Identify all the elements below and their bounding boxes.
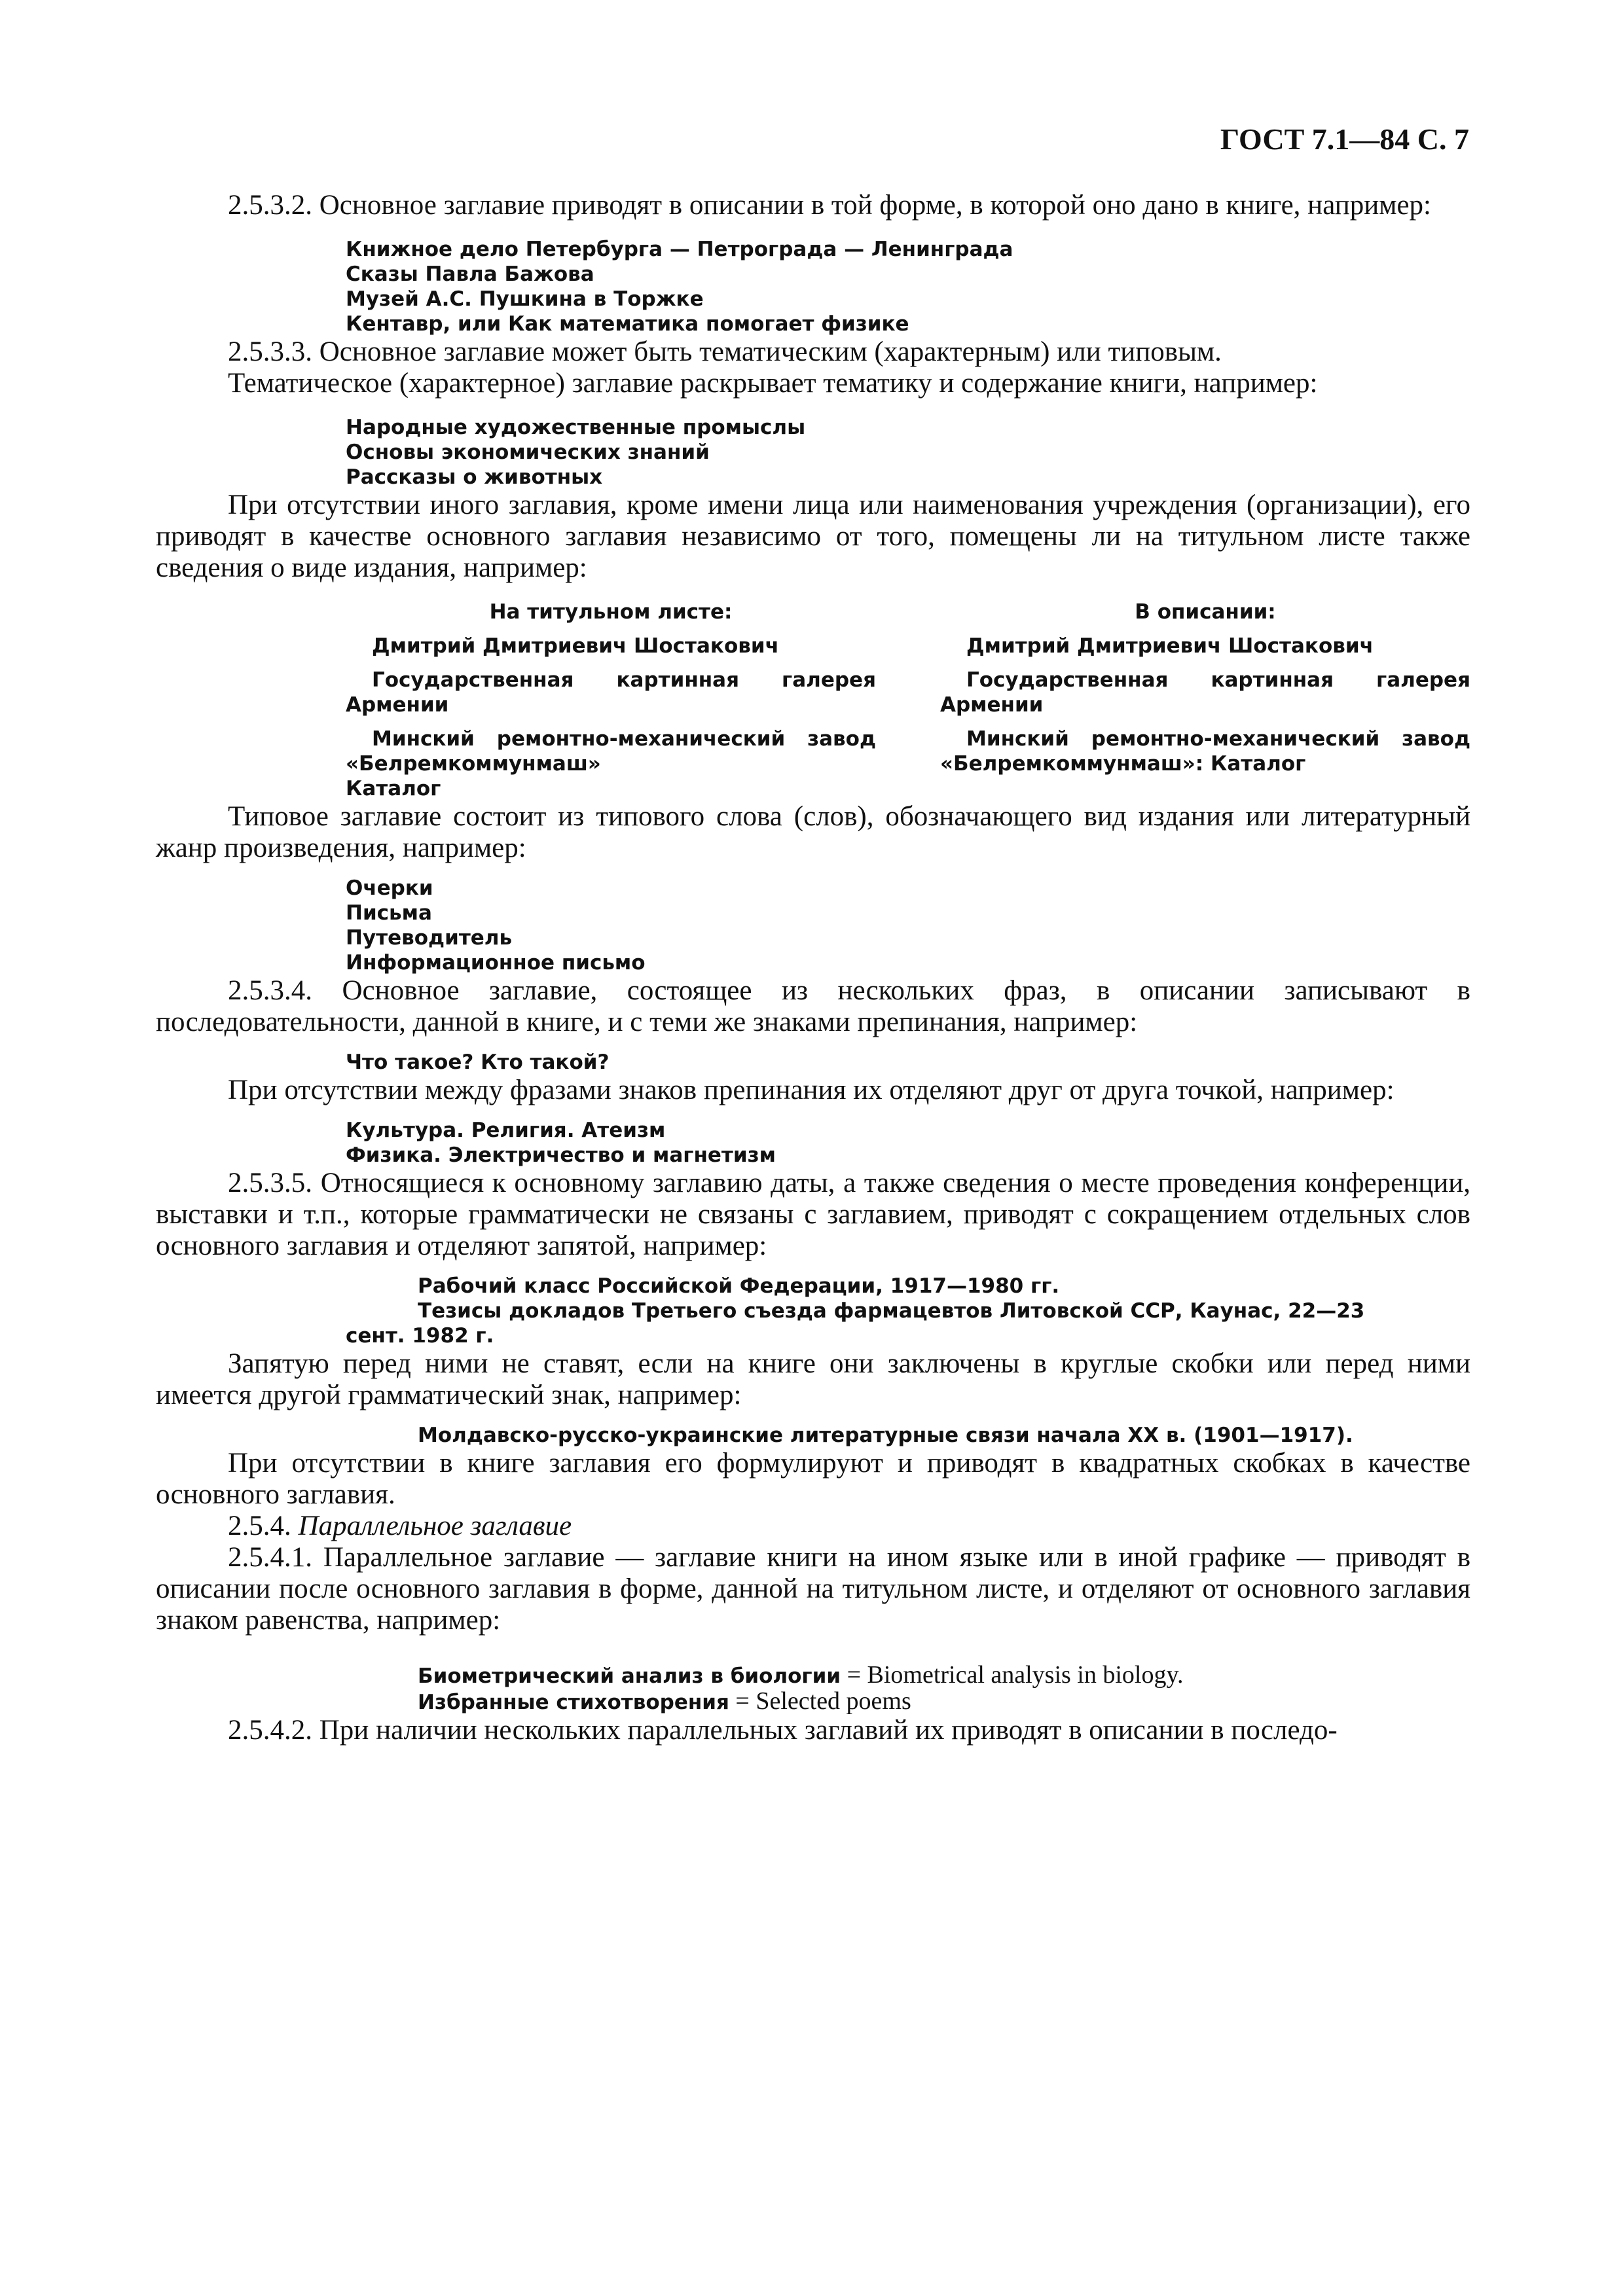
example-item: Культура. Религия. Атеизм — [346, 1119, 666, 1142]
equals-separator: = — [729, 1687, 756, 1715]
example-item: Письма — [346, 901, 432, 925]
example-list-8 — [418, 1662, 1470, 1715]
column-header: В описании: — [1135, 600, 1276, 624]
page-content — [156, 190, 1470, 1746]
example-list-4 — [346, 1050, 1470, 1075]
paragraph-2-5-3-3: 2.5.3.3. Основное заглавие может быть тематическим (характерным) или типовым. — [228, 336, 1222, 367]
example-list-3 — [346, 876, 1470, 975]
example-item: Кентавр, или Как математика помогает физике — [346, 312, 909, 336]
paragraph-no-title: При отсутствии в книге заглавия его формулируют и приводят в квадратных скобках в качестве основного заглавия. — [156, 1448, 1470, 1510]
example-item: Основы экономических знаний — [346, 440, 710, 464]
example-item: Тезисы докладов Третьего съезда фармацевтов Литовской ССР, Каунас, 22—23 — [418, 1299, 1365, 1323]
example-item: Информационное письмо — [346, 951, 646, 975]
example-item: Народные художественные промыслы — [346, 416, 806, 439]
paragraph-2-5-4-2: 2.5.4.2. При наличии нескольких параллельных заглавий их приводят в описании в последо- — [228, 1715, 1338, 1746]
paragraph-2-5-3-5: 2.5.3.5. Относящиеся к основному заглавию даты, а также сведения о месте проведения конференции, выставки и т.п., которые грамматически не связаны с заглавием, приводят с сокращением отдельных слов основного заглавия и отделяют запятой, например: — [156, 1168, 1470, 1261]
table-cell: Государственная картинная галерея Армении — [346, 668, 876, 717]
example-list-6 — [156, 1274, 1470, 1348]
russian-title: Биометрический анализ в биологии — [418, 1664, 841, 1688]
example-list-7 — [418, 1423, 1470, 1448]
table-cell: Дмитрий Дмитриевич Шостакович — [966, 634, 1374, 658]
example-item: Сказы Павла Бажова — [346, 262, 594, 286]
example-item: Рабочий класс Российской Федерации, 1917—1980 гг. — [418, 1274, 1060, 1298]
example-item-continuation: сент. 1982 г. — [346, 1324, 494, 1348]
column-header: На титульном листе: — [489, 600, 733, 624]
example-list-5 — [346, 1118, 1470, 1168]
example-list-1 — [346, 237, 1470, 336]
paragraph-absence-of-title: При отсутствии иного заглавия, кроме имени лица или наименования учреждения (организации), его приводят в качестве основного заглавия независимо от того, помещены ли на титульном листе также сведения о виде издания, например: — [156, 490, 1470, 583]
table-cell: Государственная картинная галерея Армении — [940, 668, 1470, 717]
section-title: Параллельное заглавие — [298, 1511, 572, 1541]
example-item: Что такое? Кто такой? — [346, 1050, 610, 1074]
example-item: Физика. Электричество и магнетизм — [346, 1143, 776, 1167]
section-number: 2.5.4. — [228, 1511, 291, 1541]
example-list-2 — [346, 415, 1470, 490]
paragraph-2-5-3-2: 2.5.3.2. Основное заглавие приводят в описании в той форме, в которой оно дано в книге, например: — [228, 190, 1431, 221]
example-item: Книжное дело Петербурга — Петрограда — Ленинграда — [346, 238, 1013, 261]
column-description — [940, 600, 1470, 801]
table-cell: Минский ремонтно-механический завод «Белремкоммунмаш»: Каталог — [940, 727, 1470, 776]
table-cell: Дмитрий Дмитриевич Шостакович — [372, 634, 779, 658]
section-heading-2-5-4 — [156, 1511, 1470, 1542]
example-item: Молдавско-русско-украинские литературные связи начала XX в. (1901—1917). — [418, 1424, 1353, 1447]
russian-title: Избранные стихотворения — [418, 1691, 729, 1714]
paragraph-thematic-title: Тематическое (характерное) заглавие раскрывает тематику и содержание книги, например: — [228, 368, 1318, 399]
paragraph-typical-title: Типовое заглавие состоит из типового слова (слов), обозначающего вид издания или литературный жанр произведения, например: — [156, 801, 1470, 863]
english-title: Selected poems — [756, 1687, 911, 1715]
column-title-page — [346, 600, 876, 801]
table-cell: Каталог — [346, 777, 441, 800]
example-item: Путеводитель — [346, 926, 513, 950]
example-item: Очерки — [346, 876, 433, 900]
english-title: Biometrical analysis in biology. — [867, 1661, 1184, 1689]
page-header: ГОСТ 7.1—84 С. 7 — [1220, 122, 1469, 156]
equals-separator: = — [841, 1661, 867, 1689]
example-item — [418, 1662, 1470, 1689]
comparison-table — [346, 600, 1470, 801]
paragraph-no-punctuation: При отсутствии между фразами знаков препинания их отделяют друг от друга точкой, например: — [228, 1075, 1395, 1105]
example-item — [418, 1689, 1470, 1715]
paragraph-comma-rule: Запятую перед ними не ставят, если на книге они заключены в круглые скобки или перед ними имеется другой грамматический знак, например: — [156, 1348, 1470, 1410]
paragraph-2-5-3-4: 2.5.3.4. Основное заглавие, состоящее из нескольких фраз, в описании записывают в последовательности, данной в книге, и с теми же знаками препинания, например: — [156, 975, 1470, 1037]
example-item: Рассказы о животных — [346, 465, 603, 489]
table-cell: Минский ремонтно-механический завод «Белремкоммунмаш» — [346, 727, 876, 776]
paragraph-2-5-4-1: 2.5.4.1. Параллельное заглавие — заглавие книги на ином языке или в иной графике — приводят в описании после основного заглавия в форме, данной на титульном листе, и отделяют от основного заглавия знаком равенства, например: — [156, 1542, 1470, 1636]
example-item: Музей А.С. Пушкина в Торжке — [346, 287, 704, 311]
